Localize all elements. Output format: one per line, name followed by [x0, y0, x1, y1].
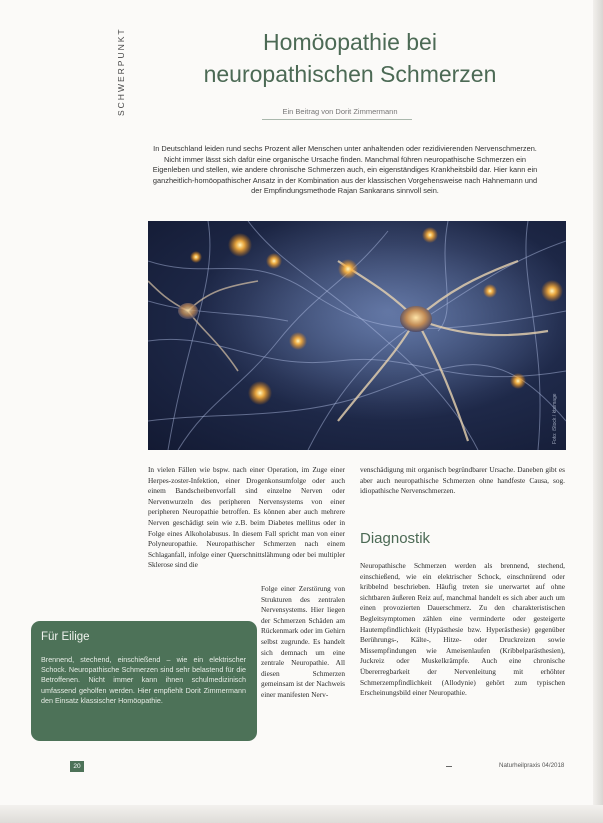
body-column-right-bottom	[360, 561, 565, 699]
body-column-left	[148, 465, 345, 571]
title-line-1: Homöopathie bei	[263, 29, 437, 55]
summary-box	[31, 621, 257, 741]
section-label: SCHWERPUNKT	[116, 27, 126, 117]
page-number: 20	[70, 761, 84, 772]
body-paragraph-left-continued: Folge einer Zerstörung von Strukturen des zentralen Nervensystems. Hier liegen der Schmerzen Schäden am Rückenmark oder im Gehirn selbst zugrunde. Es handelt sich demnach um eine zentrale Neuropathie. All diesen Schmerzen gemeinsam ist der Nachweis einer manifesten Nerv-	[261, 584, 345, 699]
body-paragraph-diagnostik: Neuropathische Schmerzen werden als brennend, stechend, einschießend, wie ein elektrischer Schock, einschnürend oder kribbelnd beschrieben. Häufig treten sie unerwartet auf ohne sichtbaren äußeren Reiz auf, manchmal handelt es sich aber auch um einen provozierten Dauerschmerz. Zu den charakteristischen Begleitsymptomen zählen eine verminderte oder gesteigerte Hautempfindlichkeit (Hypästhesie bzw. Hyperästhesie) gegenüber Berührungs-, Kälte-, Hitze- oder Druckreizen sowie Missempfindungen wie Ameisenlaufen (Kribbelparästhesien), Juckreiz oder Muskelkrämpfe. Auch eine chronische Übererregbarkeit der Nervenleitung mit erhöhter Schmerzempfindlichkeit (Allodynie) gehört zum typischen Erscheinungsbild einer Neuropathie.	[360, 561, 565, 698]
summary-box-title: Für Eilige	[41, 631, 90, 643]
footer-dash	[446, 766, 452, 767]
byline-rule	[262, 119, 412, 120]
byline: Ein Beitrag von Dorit Zimmermann	[282, 107, 398, 116]
body-paragraph-left: In vielen Fällen wie bspw. nach einer Operation, im Zuge einer Herpes-zoster-Infektion, einer Drogenkonsumfolge oder auch einem Bandscheibenvorfall sind einzelne Nerven oder Nervenwurzeln des peripheren Nervensystems von einer peripheren Neuropathie betroffen. Es können aber auch mehrere Nerven geschädigt sein wie z.B. beim Diabetes mellitus oder in Folge eines Alkoholabusus. In diesem Fall spricht man von einer Polyneuropathie. Neuropathischer Schmerzen nach einem Schlaganfall, infolge einer Querschnittslähmung oder bei multipler Sklerose sind die	[148, 465, 345, 570]
neuron-illustration	[148, 221, 566, 450]
article-title	[150, 26, 550, 90]
title-line-2: neuropathischen Schmerzen	[203, 61, 497, 87]
summary-box-text: Brennend, stechend, einschießend – wie ein elektrischer Schock. Neuropathische Schmerzen sind sehr belastend für die Betroffenen. Nicht immer kann ihnen schulmedizinisch umfassend geholfen werden. Hier empfiehlt Dorit Zimmermann den Einsatz klassischer Homöopathie.	[41, 655, 246, 705]
image-credit: Foto: iStock / ktsimage	[552, 393, 558, 444]
body-paragraph-right-top: venschädigung mit organisch begründbarer Ursache. Daneben gibt es aber auch neuropathische Schmerzen ohne handfeste Causa, sog. idiopathische Nervenschmerzen.	[360, 465, 565, 496]
body-column-right	[360, 465, 565, 497]
body-column-left-narrow	[261, 584, 345, 701]
neuron-image	[148, 221, 566, 450]
footer-publication: Naturheilpraxis 04/2018	[499, 762, 565, 769]
section-heading-diagnostik: Diagnostik	[360, 530, 431, 547]
page-edge	[593, 0, 603, 823]
page-bottom-edge	[0, 805, 603, 823]
intro-paragraph: In Deutschland leiden rund sechs Prozent aller Menschen unter anhaltenden oder rezidivierenden Nervenschmerzen. Nicht immer lässt sich dafür eine organische Ursache finden. Manchmal führen neuropathische Schmerzen ein Eigenleben und stellen, wie andere chronische Schmerzen auch, ein eigenständiges Krankheitsbild dar. Hier kann ein ganzheitlich-homöopathischer Ansatz in der Kombination aus der klassischen Vorgehensweise nach Hahnemann und der Empfindungsmethode Rajan Sankarans sinnvoll sein.	[152, 144, 538, 196]
